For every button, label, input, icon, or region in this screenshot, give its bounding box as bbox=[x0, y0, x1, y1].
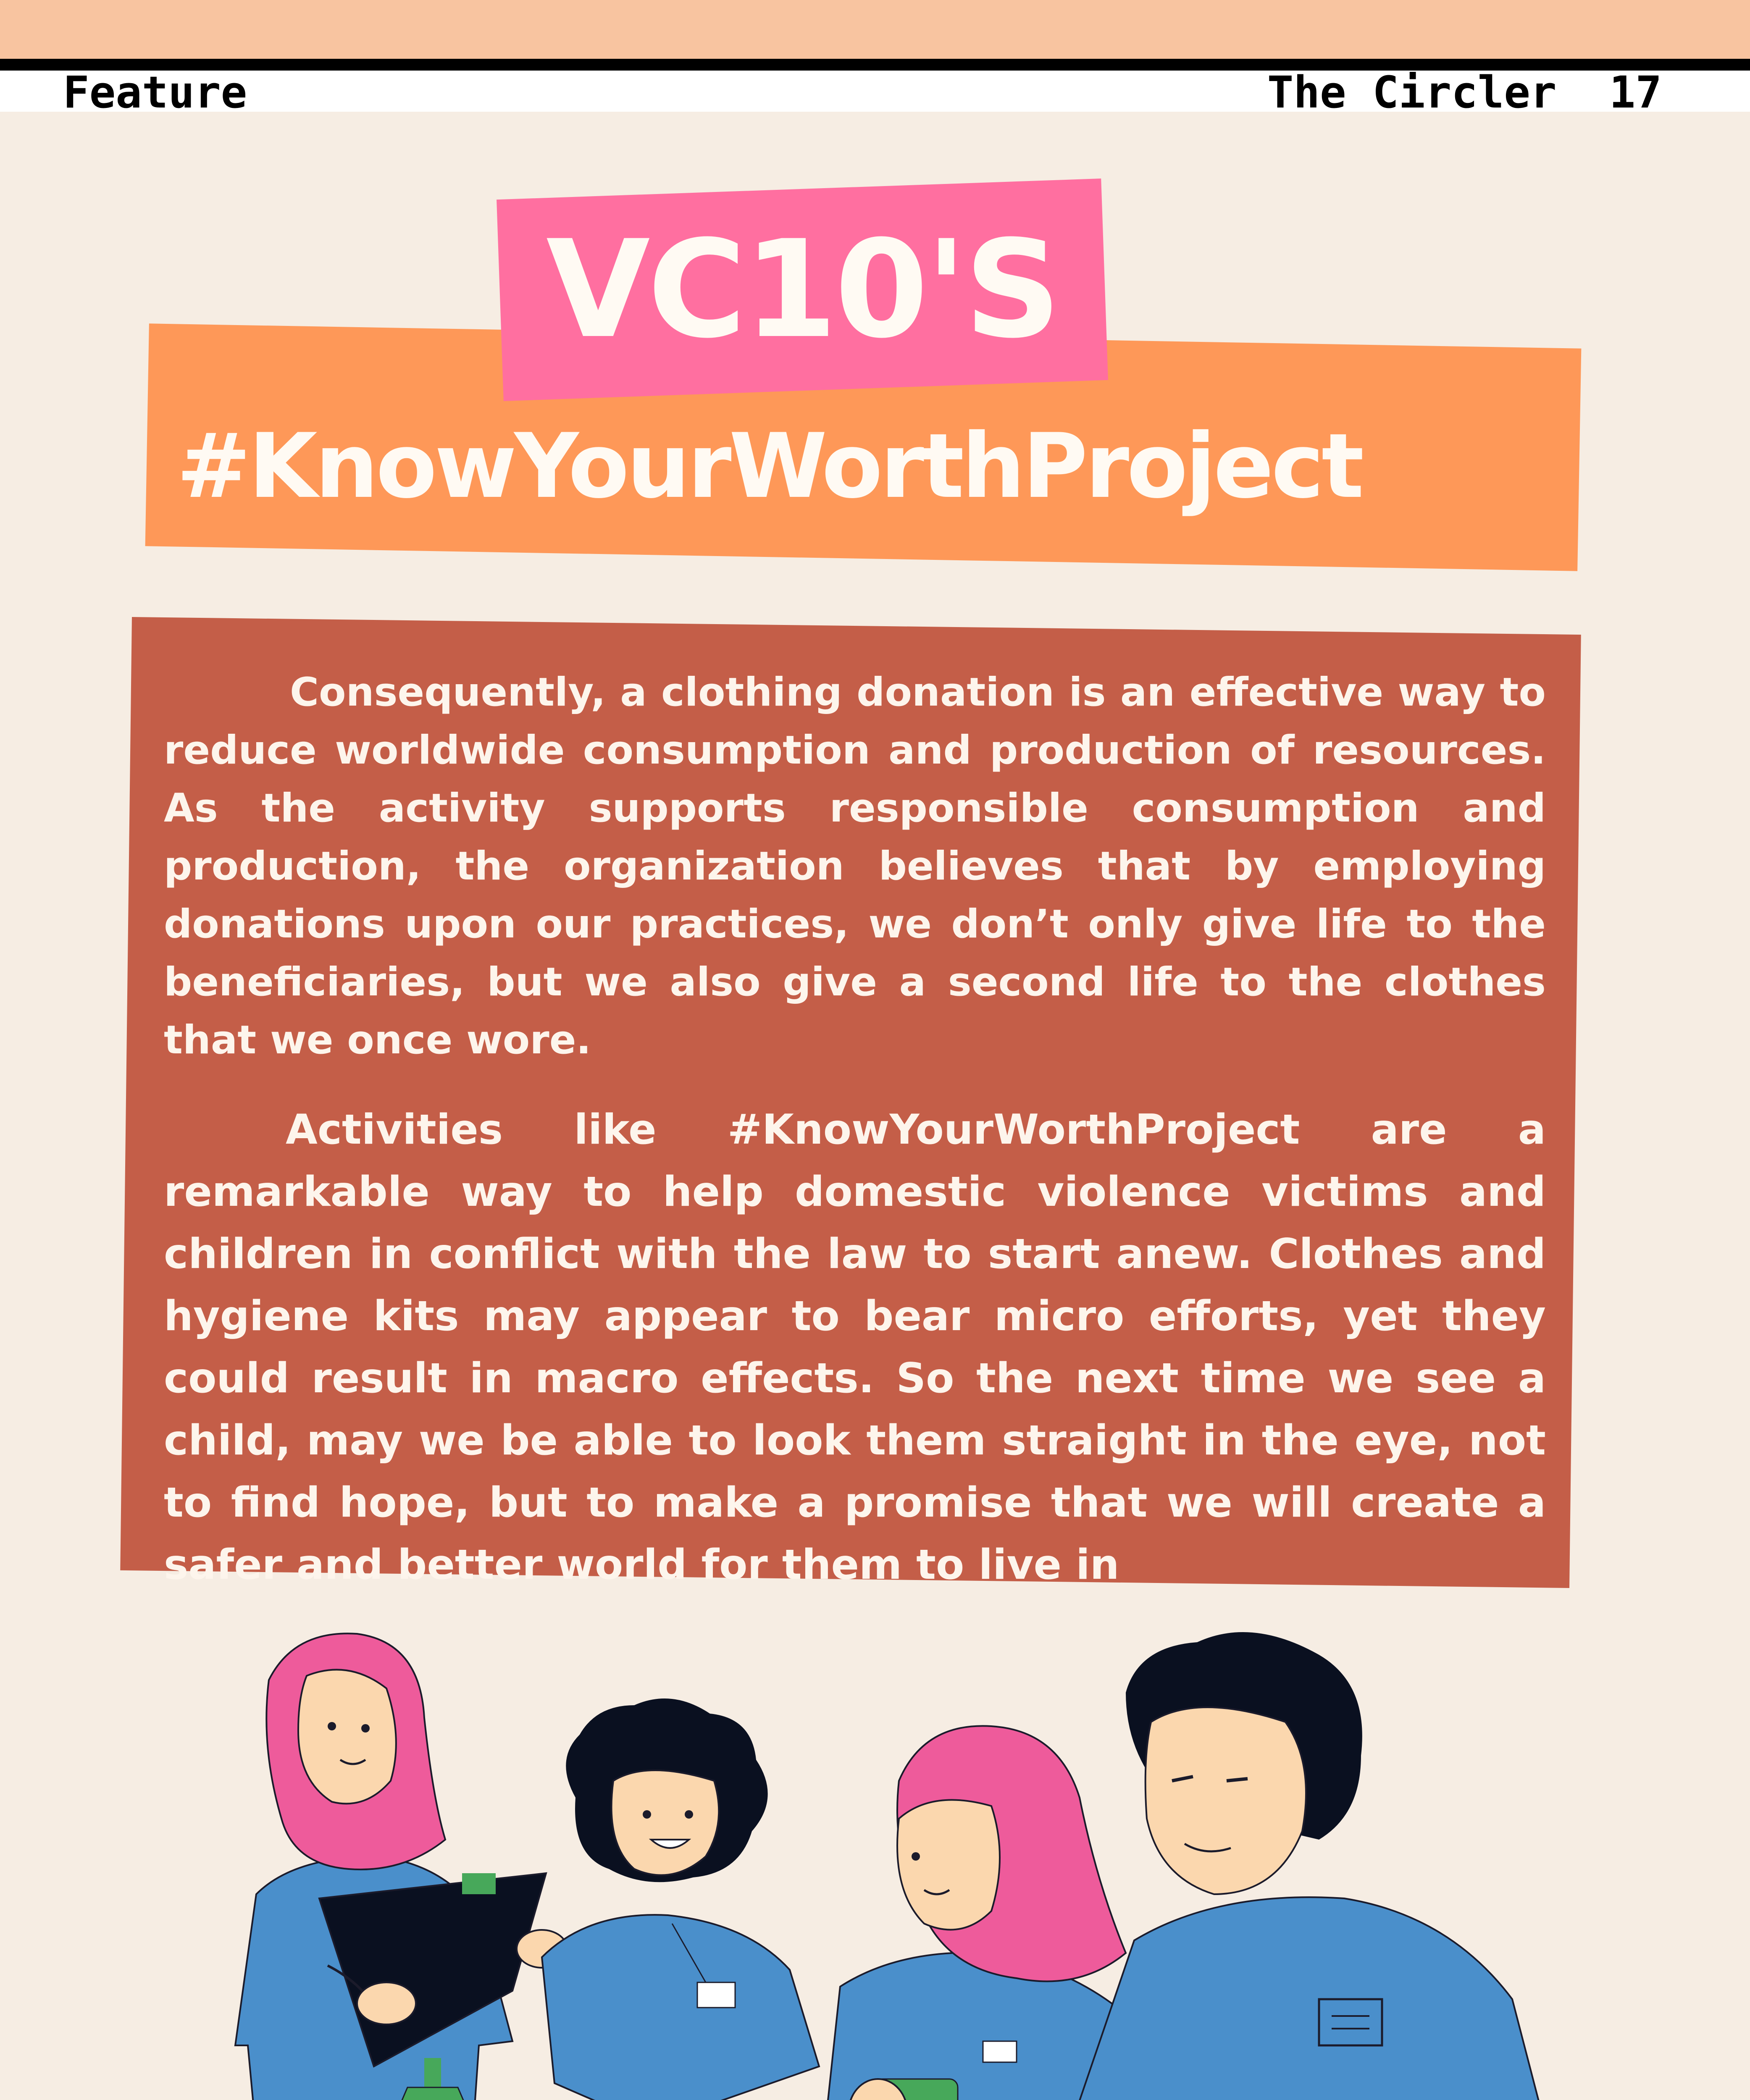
volunteers-illustration bbox=[210, 1621, 1596, 2100]
title-pink-banner bbox=[497, 178, 1108, 401]
title-line-2: #KnowYourWorthProject bbox=[176, 414, 1362, 518]
publication-name: The Circler bbox=[1267, 67, 1557, 118]
page-number: 17 bbox=[1609, 67, 1662, 118]
article-paragraph-2: Activities like #KnowYourWorthProject are a remarkable way to help domestic violence victims and children in conflict with the law to start anew. Clothes and hygiene kits may appear to bear micro efforts, yet they could result in macro effects. So the next time we see a child, may we be able to look them straight in the eye, not to find hope, but to make a promise that we will create a safer and better world for them to live in bbox=[164, 1106, 1546, 1589]
hygiene-kit-icon bbox=[849, 2079, 958, 2100]
top-band bbox=[0, 0, 1750, 59]
article-paragraph-1: Consequently, a clothing donation is an effective way to reduce worldwide consumption and production of resources. As the activity supports responsible consumption and production, the organization believes that by employing donations upon our practices, we don’t only give life to the beneficiaries, but we also give a second life to the clothes that we once wore. bbox=[164, 669, 1546, 1063]
volunteer-2 bbox=[542, 1698, 819, 2100]
article-body bbox=[164, 664, 1546, 1596]
volunteer-1 bbox=[235, 1633, 567, 2100]
section-label: Feature bbox=[63, 67, 247, 118]
publication-and-page bbox=[1267, 67, 1662, 118]
title-line-1: VC10'S bbox=[546, 212, 1059, 368]
